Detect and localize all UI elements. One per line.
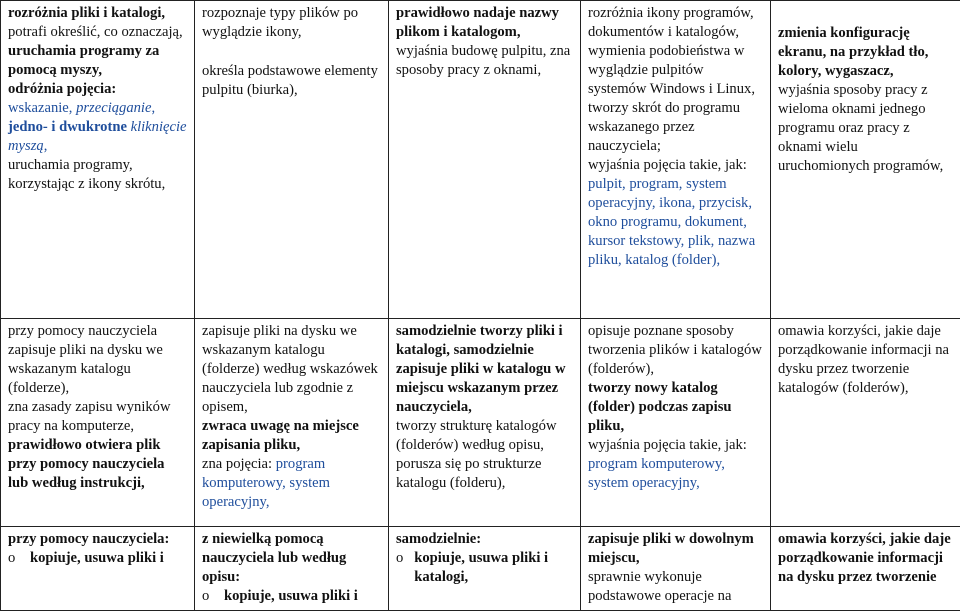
cell-r1-c1 bbox=[1, 1, 195, 319]
cell-r2-c5 bbox=[771, 319, 960, 527]
text-run: tworzy strukturę katalogów (folderów) według opisu, bbox=[396, 417, 573, 455]
text-run: wyjaśnia pojęcia takie, jak: bbox=[588, 437, 747, 453]
text-run: potrafi określić, co oznaczają, bbox=[8, 24, 183, 40]
text-run: określa podstawowe elementy pulpitu (biurka), bbox=[202, 62, 381, 100]
bullet-marker: o bbox=[396, 549, 414, 587]
text-run: wyjaśnia sposoby pracy z wieloma oknami jednego programu oraz pracy z oknami wielu uruchomionych programów, bbox=[778, 81, 953, 176]
text-run: samodzielnie tworzy pliki i katalogi, samodzielnie zapisuje pliki w katalogu w miejscu wskazanym przez nauczyciela, bbox=[396, 322, 573, 417]
list-item: kopiuje, usuwa pliki i katalogi, bbox=[414, 549, 573, 587]
text-run: program komputerowy, system operacyjny, bbox=[588, 456, 725, 491]
text-run: z niewielką pomocą nauczyciela lub według opisu: bbox=[202, 530, 381, 587]
text-run: program komputerowy, system operacyjny, bbox=[202, 456, 330, 510]
text-run: uruchamia programy, korzystając z ikony skrótu, bbox=[8, 157, 165, 192]
cell-r1-c2 bbox=[195, 1, 389, 319]
table-row bbox=[1, 527, 960, 611]
list-item: kopiuje, usuwa pliki i bbox=[224, 588, 358, 604]
cell-r3-c4 bbox=[581, 527, 771, 611]
text-run: przeciąganie bbox=[76, 100, 151, 116]
text-run: wyjaśnia budowę pulpitu, zna sposoby pracy z oknami, bbox=[396, 42, 573, 80]
text-run: porusza się po strukturze katalogu (folderu), bbox=[396, 455, 573, 493]
text-run: zna pojęcia: bbox=[202, 456, 276, 472]
cell-r3-c2 bbox=[195, 527, 389, 611]
text-run: odróżnia pojęcia: bbox=[8, 81, 116, 97]
text-run: pulpit, program, system operacyjny, ikona, przycisk, okno programu, dokument, kursor tekstowy, plik, nazwa pliku, katalog (folder), bbox=[588, 176, 755, 268]
cell-r2-c1 bbox=[1, 319, 195, 527]
text-run: prawidłowo otwiera plik przy pomocy nauczyciela lub według instrukcji, bbox=[8, 436, 187, 493]
text-run: zmienia konfigurację ekranu, na przykład tło, kolory, wygaszacz, bbox=[778, 24, 953, 81]
text-run: rozróżnia ikony programów, dokumentów i katalogów, bbox=[588, 4, 763, 42]
bullet-marker: o bbox=[8, 549, 30, 568]
text-run: wymienia podobieństwa w wyglądzie pulpitów systemów Windows i Linux, bbox=[588, 42, 763, 99]
text-run: wskazanie bbox=[8, 100, 69, 116]
table-row bbox=[1, 1, 960, 319]
text-run: kliknięcie myszą bbox=[8, 119, 187, 154]
text-run: opisuje poznane sposoby tworzenia plików i katalogów (folderów), bbox=[588, 322, 763, 379]
text-run: zapisuje pliki na dysku we wskazanym katalogu (folderze) według wskazówek nauczyciela lub zgodnie z opisem, bbox=[202, 322, 381, 417]
text-run: sprawnie wykonuje podstawowe operacje na bbox=[588, 568, 763, 606]
bullet-marker: o bbox=[202, 587, 224, 606]
text-run: samodzielnie: bbox=[396, 530, 573, 549]
text-run: , bbox=[44, 138, 48, 154]
cell-r2-c4 bbox=[581, 319, 771, 527]
text-run: jedno- i dwukrotne bbox=[8, 119, 127, 135]
text-run: uruchamia programy za pomocą myszy, bbox=[8, 43, 159, 78]
text-run: tworzy skrót do programu wskazanego przez nauczyciela; bbox=[588, 99, 763, 156]
text-run: , bbox=[151, 100, 155, 116]
cell-r3-c5 bbox=[771, 527, 960, 611]
text-run: omawia korzyści, jakie daje porządkowanie informacji na dysku przez tworzenie bbox=[778, 530, 953, 587]
text-run: rozpoznaje typy plików po wyglądzie ikony, bbox=[202, 4, 381, 42]
list-item: kopiuje, usuwa pliki i bbox=[30, 550, 164, 566]
text-run: prawidłowo nadaje nazwy plikom i katalogom, bbox=[396, 4, 573, 42]
cell-r1-c3 bbox=[389, 1, 581, 319]
cell-r3-c1 bbox=[1, 527, 195, 611]
text-run: tworzy nowy katalog (folder) podczas zapisu pliku, bbox=[588, 379, 763, 436]
text-run: omawia korzyści, jakie daje porządkowanie informacji na dysku przez tworzenie katalogów (folderów), bbox=[778, 322, 953, 398]
cell-r2-c3 bbox=[389, 319, 581, 527]
text-run: rozróżnia pliki i katalogi, bbox=[8, 5, 165, 21]
table-row bbox=[1, 319, 960, 527]
text-run: zwraca uwagę na miejsce zapisania pliku, bbox=[202, 417, 381, 455]
cell-r3-c3 bbox=[389, 527, 581, 611]
cell-r1-c4 bbox=[581, 1, 771, 319]
text-run: zapisuje pliki w dowolnym miejscu, bbox=[588, 530, 763, 568]
text-run: przy pomocy nauczyciela zapisuje pliki na dysku we wskazanym katalogu (folderze), bbox=[8, 322, 187, 398]
cell-r2-c2 bbox=[195, 319, 389, 527]
cell-r1-c5 bbox=[771, 1, 960, 319]
text-run: zna zasady zapisu wyników pracy na komputerze, bbox=[8, 398, 187, 436]
text-run: , bbox=[69, 100, 76, 116]
text-run: wyjaśnia pojęcia takie, jak: bbox=[588, 157, 747, 173]
text-run: przy pomocy nauczyciela: bbox=[8, 530, 187, 549]
